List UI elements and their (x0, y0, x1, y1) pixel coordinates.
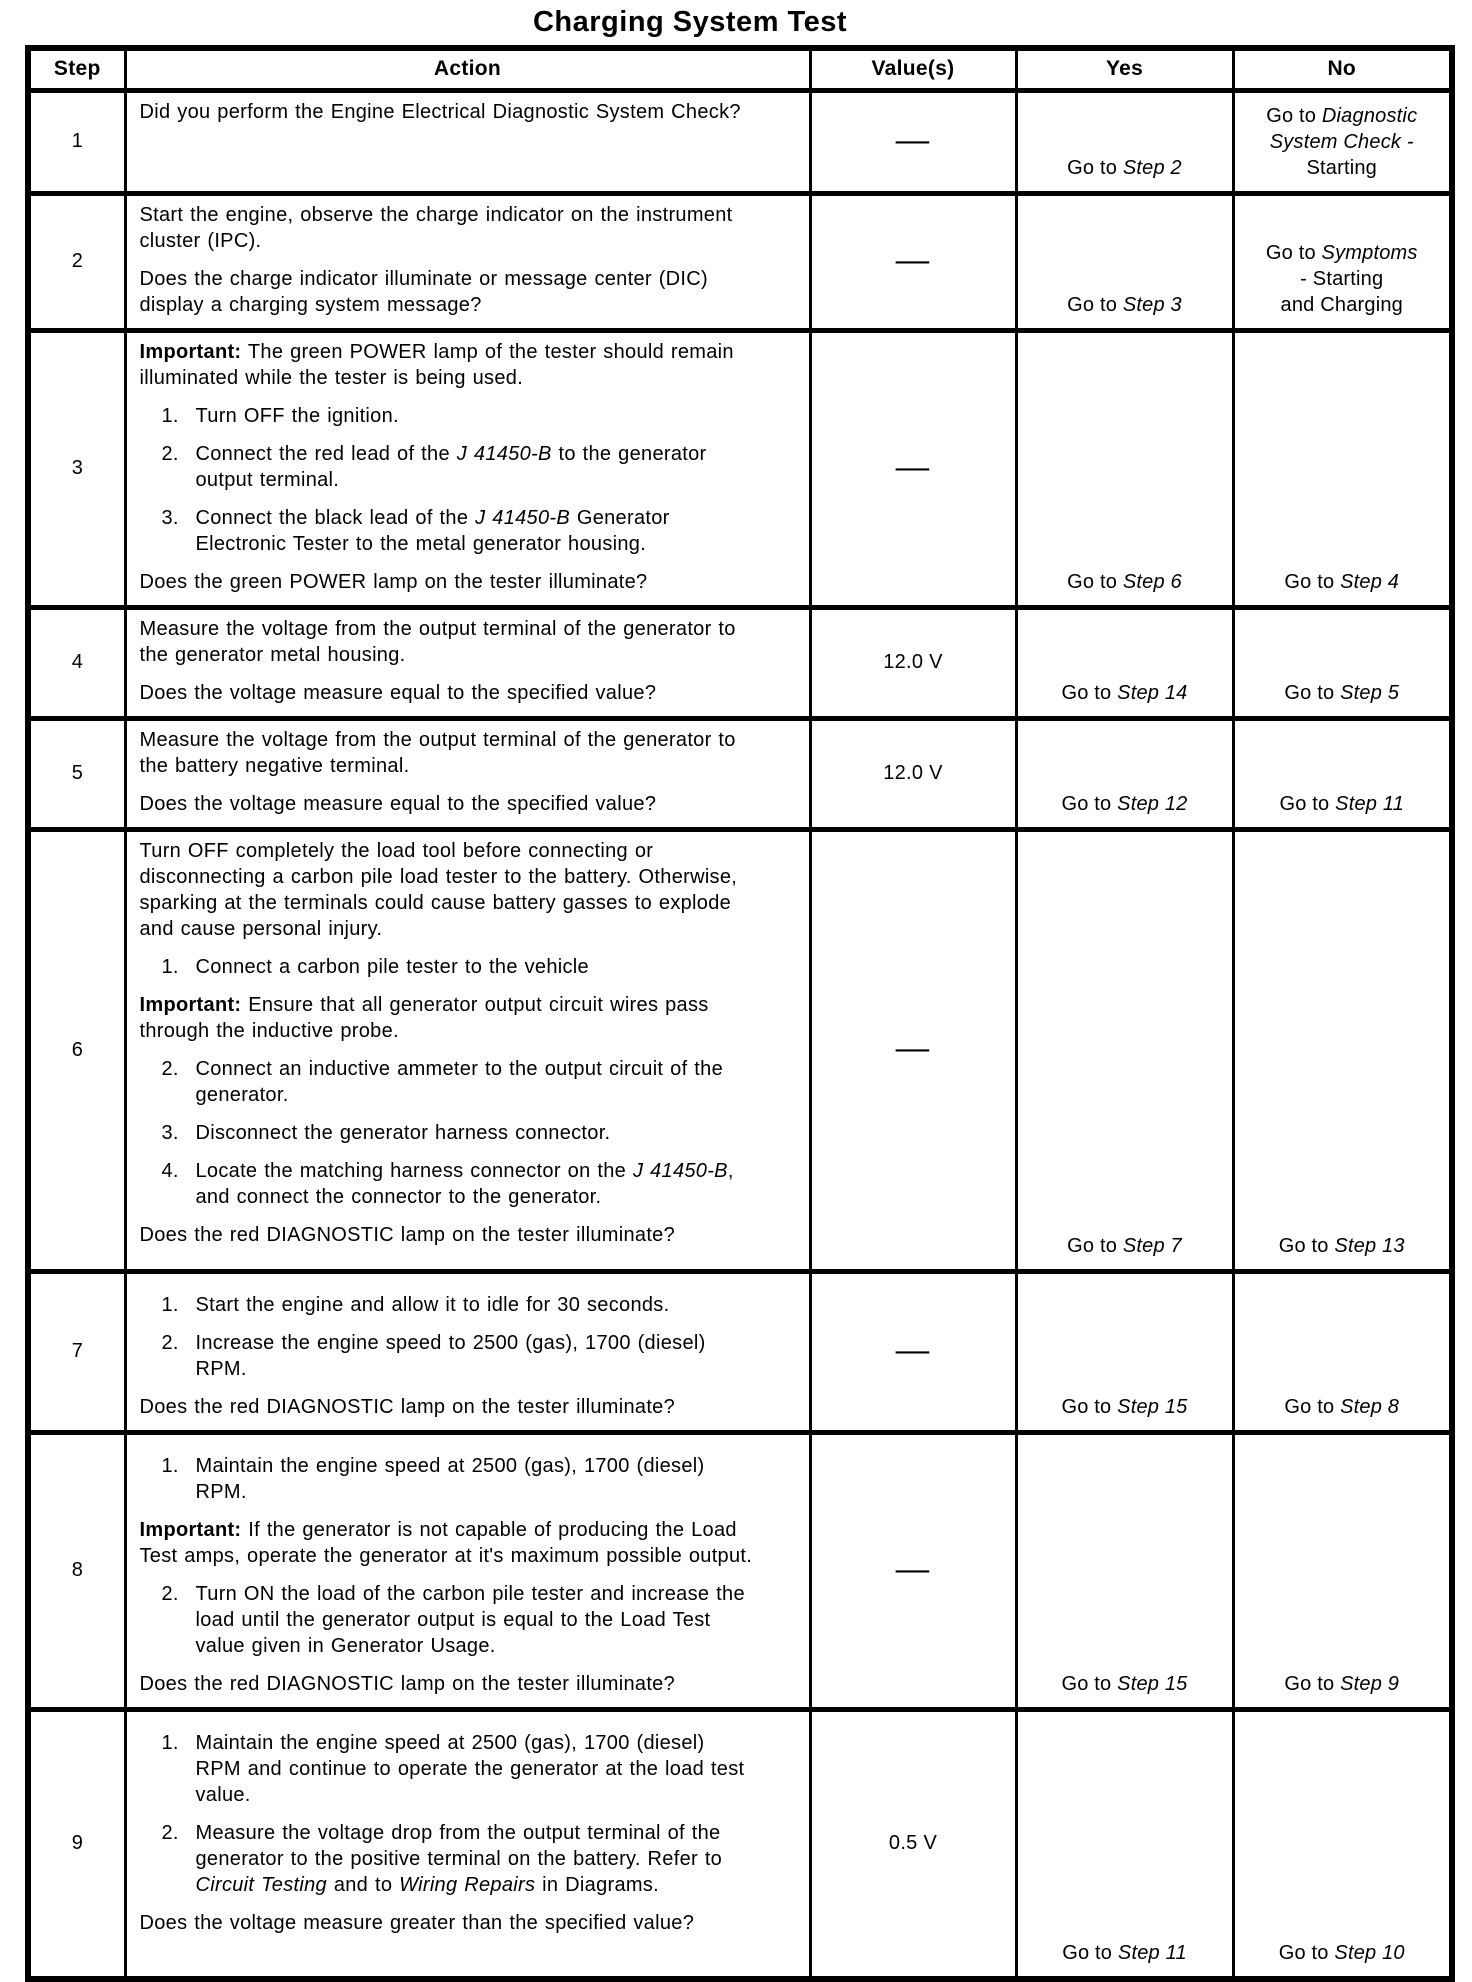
action-paragraph (140, 1517, 754, 1569)
text-run: Measure the voltage from the output terminal of the generator to the generator metal housing. (139, 617, 736, 666)
action-list-item (162, 1820, 754, 1898)
text-run: Important: (139, 1518, 242, 1541)
table-row-step-2 (28, 193, 1452, 330)
text-run: Go to (1284, 570, 1341, 593)
action-paragraph (140, 680, 754, 706)
list-text (196, 1730, 754, 1808)
yes-cell (1016, 193, 1233, 330)
action-paragraph (140, 1910, 754, 1936)
list-number: 2. (161, 1331, 179, 1354)
text-run: Start the engine and allow it to idle for 30 seconds. (195, 1293, 670, 1316)
text-run: Does the voltage measure greater than the specified value? (139, 1911, 695, 1934)
text-run: Connect an inductive ammeter to the output circuit of the generator. (195, 1057, 723, 1106)
list-text (196, 1120, 754, 1146)
action-cell (125, 1432, 810, 1709)
italic-text-run: Step 11 (1335, 792, 1405, 815)
yes-cell (1016, 330, 1233, 607)
table-row-step-1 (28, 90, 1452, 193)
list-text (196, 1056, 754, 1108)
yes-cell (1016, 718, 1233, 829)
list-number: 1. (161, 1731, 179, 1754)
text-run: Does the charge indicator illuminate or message center (DIC) display a charging system message? (139, 267, 708, 316)
italic-text-run: Step 10 (1334, 1942, 1405, 1964)
step-cell (28, 193, 125, 330)
text-run: and to (326, 1873, 400, 1896)
column-header-no: No (1233, 48, 1452, 90)
table-body (28, 90, 1452, 1979)
text-run: Go to (1284, 1395, 1341, 1418)
list-number: 1. (161, 1293, 179, 1316)
column-header-step: Step (28, 48, 125, 90)
dash-placeholder: — (895, 1339, 931, 1363)
italic-text-run: Diagnostic (1321, 104, 1418, 127)
text-run: Turn ON the load of the carbon pile tester and increase the load until the generator output is equal to the Load Test value given in Generator Usage. (195, 1582, 745, 1657)
column-header-action: Action (125, 48, 810, 90)
text-run: Go to (1061, 1672, 1118, 1695)
table-row-step-3 (28, 330, 1452, 607)
list-number: 2. (161, 1821, 179, 1844)
text-run: Does the voltage measure equal to the specified value? (139, 792, 657, 815)
list-number: 1. (161, 1454, 179, 1477)
value-cell (810, 1271, 1016, 1432)
text-run: Start the engine, observe the charge indicator on the instrument cluster (IPC). (139, 203, 733, 252)
action-list-item (162, 1292, 754, 1318)
action-paragraph (140, 1671, 754, 1697)
action-list-item (162, 1453, 754, 1505)
value-cell (810, 330, 1016, 607)
list-number: 3. (161, 1121, 179, 1144)
text-run: in Diagrams. (535, 1873, 659, 1896)
page-title: Charging System Test (532, 6, 848, 38)
italic-text-run: Step 7 (1122, 1234, 1182, 1257)
action-paragraph (140, 339, 754, 391)
action-paragraph (140, 791, 754, 817)
text-run: Important: (139, 340, 242, 363)
italic-text-run: Step 15 (1117, 1672, 1188, 1695)
value-cell (810, 1432, 1016, 1709)
action-cell (125, 90, 810, 193)
no-cell (1233, 1709, 1452, 1979)
dash-placeholder: — (895, 129, 931, 153)
value-cell (810, 1709, 1016, 1979)
action-paragraph (140, 202, 754, 254)
step-number: 3 (71, 457, 83, 479)
step-cell (28, 330, 125, 607)
italic-text-run: Step 13 (1334, 1234, 1405, 1257)
list-number: 4. (161, 1159, 179, 1182)
step-cell (28, 90, 125, 193)
italic-text-run: Step 11 (1117, 1942, 1187, 1964)
no-cell (1233, 1432, 1452, 1709)
italic-text-run: Symptoms (1321, 241, 1418, 264)
no-cell (1233, 607, 1452, 718)
italic-text-run: Step 6 (1122, 570, 1182, 593)
italic-text-run: Step 5 (1340, 681, 1400, 704)
list-text (196, 505, 754, 557)
text-run: Go to (1061, 681, 1118, 704)
value-cell (810, 193, 1016, 330)
list-text (196, 1158, 754, 1210)
action-list-item (162, 505, 754, 557)
text-run: and Charging (1280, 293, 1403, 316)
italic-text-run: Step 3 (1122, 293, 1182, 316)
column-header-values: Value(s) (810, 48, 1016, 90)
text-run: Measure the voltage drop from the output terminal of the generator to the positive terminal on the battery. Refer to (195, 1821, 723, 1870)
text-run: Go to (1061, 792, 1118, 815)
text-run: Connect a carbon pile tester to the vehicle (195, 955, 589, 978)
value-text: 12.0 V (883, 651, 943, 673)
italic-text-run: Circuit Testing (195, 1873, 327, 1896)
yes-cell (1016, 1432, 1233, 1709)
step-cell (28, 1271, 125, 1432)
dash-placeholder: — (895, 1038, 931, 1061)
text-run: Did you perform the Engine Electrical Diagnostic System Check? (139, 100, 741, 123)
action-list-item (162, 954, 754, 980)
action-cell (125, 330, 810, 607)
step-number: 4 (71, 651, 83, 673)
yes-cell (1016, 1271, 1233, 1432)
step-cell (28, 718, 125, 829)
text-run: Go to (1067, 1234, 1123, 1257)
table-row-step-7 (28, 1271, 1452, 1432)
value-cell (810, 718, 1016, 829)
text-run: Does the red DIAGNOSTIC lamp on the tester illuminate? (139, 1223, 676, 1246)
step-number: 9 (71, 1832, 83, 1855)
action-paragraph (140, 1222, 754, 1248)
table-row-step-9 (28, 1709, 1452, 1979)
list-text (196, 403, 754, 429)
step-cell (28, 607, 125, 718)
list-number: 3. (161, 506, 179, 529)
text-run: Go to (1067, 570, 1123, 593)
table-row-step-6 (28, 829, 1452, 1271)
list-text (196, 1581, 754, 1659)
action-list-item (162, 1330, 754, 1382)
value-cell (810, 829, 1016, 1271)
action-paragraph (140, 838, 754, 942)
text-run: If the generator is not capable of producing the Load Test amps, operate the generator at it's maximum possible output. (139, 1518, 753, 1567)
action-cell (125, 1709, 810, 1979)
text-run: Go to (1278, 1234, 1335, 1257)
dash-placeholder: — (895, 249, 931, 273)
step-number: 2 (71, 250, 83, 272)
action-list-item (162, 1158, 754, 1210)
dash-placeholder: — (895, 1558, 931, 1582)
list-number: 2. (161, 1057, 179, 1080)
italic-text-run: Step 12 (1117, 792, 1188, 815)
value-cell (810, 607, 1016, 718)
italic-text-run: Wiring Repairs (399, 1873, 536, 1896)
value-text: 12.0 V (883, 762, 943, 784)
action-cell (125, 718, 810, 829)
text-run: Turn OFF the ignition. (195, 404, 399, 427)
list-text (196, 1292, 754, 1318)
list-text (196, 441, 754, 493)
action-cell (125, 829, 810, 1271)
action-paragraph (140, 569, 754, 595)
step-number: 1 (71, 130, 83, 152)
text-run: Go to (1266, 104, 1322, 127)
no-cell (1233, 90, 1452, 193)
text-run: to the generator output terminal. (195, 442, 707, 491)
no-cell (1233, 193, 1452, 330)
action-list-item (162, 403, 754, 429)
list-number: 2. (161, 442, 179, 465)
text-run: Go to (1061, 1395, 1118, 1418)
italic-text-run: J 41450-B (456, 442, 552, 465)
action-cell (125, 193, 810, 330)
action-list-item (162, 1730, 754, 1808)
table-row-step-8 (28, 1432, 1452, 1709)
text-run: Maintain the engine speed at 2500 (gas), 1700 (diesel) RPM. (195, 1454, 705, 1503)
text-run: Important: (139, 993, 242, 1016)
action-cell (125, 1271, 810, 1432)
list-text (196, 954, 754, 980)
column-header-yes: Yes (1016, 48, 1233, 90)
action-paragraph (140, 992, 754, 1044)
table-header (28, 48, 1452, 90)
table-row-step-4 (28, 607, 1452, 718)
action-paragraph (140, 266, 754, 318)
text-run: Go to (1265, 241, 1322, 264)
value-cell (810, 90, 1016, 193)
text-run: Measure the voltage from the output terminal of the generator to the battery negative terminal. (139, 728, 736, 777)
list-text (196, 1453, 754, 1505)
list-text (196, 1330, 754, 1382)
italic-text-run: Step 9 (1340, 1672, 1400, 1695)
action-list-item (162, 1581, 754, 1659)
no-cell (1233, 829, 1452, 1271)
step-number: 6 (71, 1038, 83, 1061)
text-run: Does the voltage measure equal to the specified value? (139, 681, 657, 704)
text-run: Go to (1067, 293, 1123, 316)
list-number: 1. (161, 955, 179, 978)
text-run: Does the green POWER lamp on the tester illuminate? (139, 570, 648, 593)
text-run: Locate the matching harness connector on the (195, 1159, 633, 1182)
italic-text-run: System Check - (1269, 130, 1414, 153)
step-number: 5 (71, 762, 83, 784)
charging-system-test-table (25, 45, 1455, 1982)
no-cell (1233, 718, 1452, 829)
action-list-item (162, 1056, 754, 1108)
italic-text-run: Step 4 (1340, 570, 1400, 593)
italic-text-run: Step 2 (1122, 156, 1182, 179)
text-run: - Starting (1300, 267, 1384, 290)
text-run: Does the red DIAGNOSTIC lamp on the tester illuminate? (139, 1395, 676, 1418)
action-paragraph (140, 99, 754, 125)
text-run: Go to (1278, 1942, 1335, 1964)
text-run: Go to (1062, 1942, 1118, 1964)
action-list-item (162, 441, 754, 493)
list-number: 2. (161, 1582, 179, 1605)
action-paragraph (140, 727, 754, 779)
action-cell (125, 607, 810, 718)
no-cell (1233, 1271, 1452, 1432)
action-paragraph (140, 1394, 754, 1420)
value-text: 0.5 V (888, 1832, 938, 1855)
yes-cell (1016, 829, 1233, 1271)
text-run: Connect the red lead of the (195, 442, 457, 465)
step-cell (28, 1709, 125, 1979)
text-run: Go to (1279, 792, 1336, 815)
text-run: , and connect the connector to the generator. (195, 1159, 734, 1208)
text-run: Maintain the engine speed at 2500 (gas), 1700 (diesel) RPM and continue to operate the generator at the load test value. (195, 1731, 745, 1806)
yes-cell (1016, 607, 1233, 718)
italic-text-run: J 41450-B (475, 506, 570, 529)
dash-placeholder: — (895, 456, 931, 480)
step-cell (28, 829, 125, 1271)
step-number: 7 (71, 1340, 83, 1362)
italic-text-run: Step 15 (1117, 1395, 1188, 1418)
italic-text-run: J 41450-B (632, 1159, 728, 1182)
action-paragraph (140, 616, 754, 668)
text-run: Ensure that all generator output circuit wires pass through the inductive probe. (139, 993, 709, 1042)
step-number: 8 (71, 1559, 83, 1581)
text-run: Increase the engine speed to 2500 (gas), 1700 (diesel) RPM. (195, 1331, 706, 1380)
text-run: Go to (1284, 1672, 1341, 1695)
list-number: 1. (161, 404, 179, 427)
text-run: Go to (1284, 681, 1341, 704)
text-run: Turn OFF completely the load tool before connecting or disconnecting a carbon pile load tester to the battery. Otherwise, sparking at the terminals could cause battery gasses to explode and cause personal injury. (139, 839, 738, 940)
italic-text-run: Step 8 (1340, 1395, 1400, 1418)
text-run: The green POWER lamp of the tester should remain illuminated while the tester is being used. (139, 340, 734, 389)
action-list-item (162, 1120, 754, 1146)
step-cell (28, 1432, 125, 1709)
italic-text-run: Step 14 (1117, 681, 1188, 704)
header-row (28, 48, 1452, 90)
text-run: Disconnect the generator harness connector. (195, 1121, 611, 1144)
table-row-step-5 (28, 718, 1452, 829)
text-run: Generator Electronic Tester to the metal generator housing. (195, 506, 670, 555)
list-text (196, 1820, 754, 1898)
text-run: Go to (1067, 156, 1123, 179)
text-run: Starting (1306, 156, 1378, 179)
yes-cell (1016, 1709, 1233, 1979)
no-cell (1233, 330, 1452, 607)
yes-cell (1016, 90, 1233, 193)
text-run: Does the red DIAGNOSTIC lamp on the tester illuminate? (139, 1672, 676, 1695)
text-run: Connect the black lead of the (195, 506, 476, 529)
